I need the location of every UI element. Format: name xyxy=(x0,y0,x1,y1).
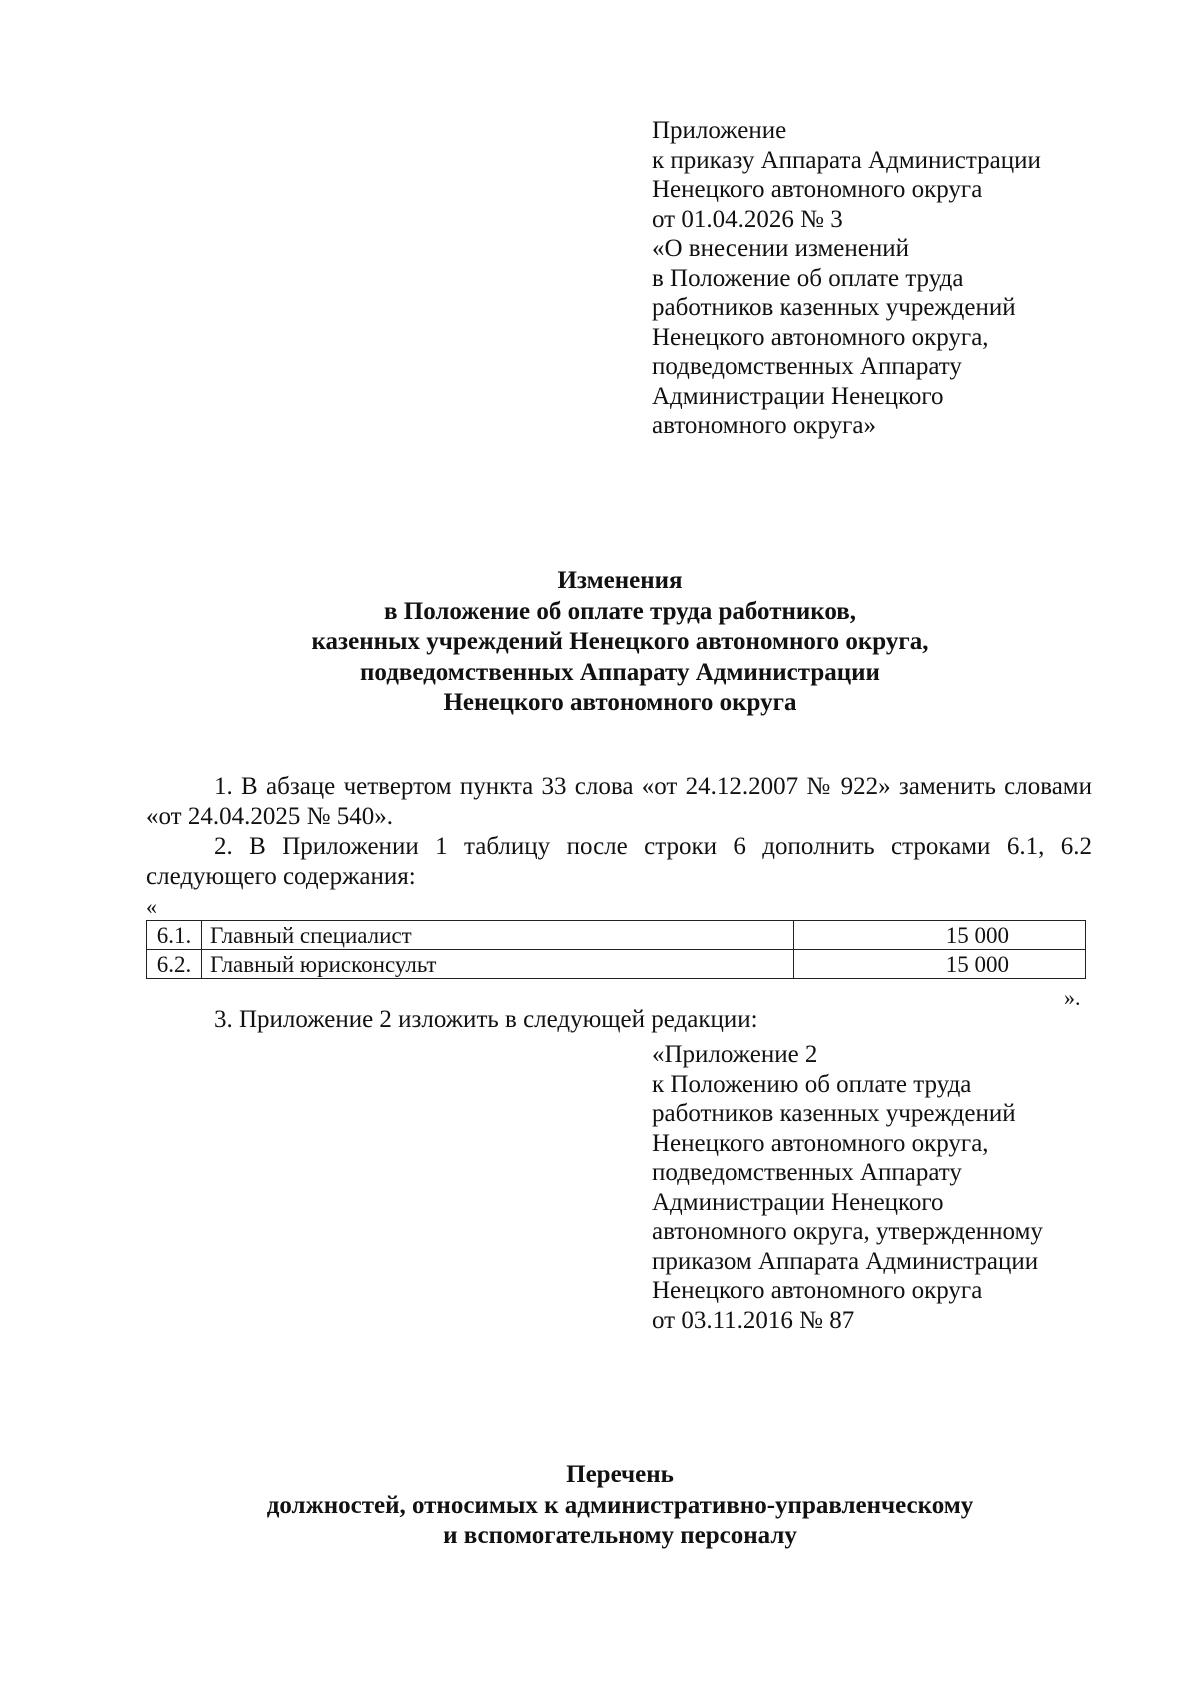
heading-line: в Положение об оплате труда работников, xyxy=(384,597,856,625)
appendix-line: к Положению об оплате труда xyxy=(652,1070,972,1098)
position-value: 15 000 xyxy=(794,950,1086,979)
table-close-quote: ». xyxy=(1064,985,1081,1010)
heading-line: Ненецкого автономного округа xyxy=(443,689,797,716)
heading-line: и вспомогательному персоналу xyxy=(443,1522,797,1549)
table-row xyxy=(147,921,1086,950)
appendix-line: Приложение xyxy=(652,117,787,144)
row-number: 6.1. xyxy=(147,921,202,950)
appendix-line: приказом Аппарата Администрации xyxy=(652,1247,1039,1275)
change-item-1 xyxy=(146,772,1092,831)
appendix-line: «Приложение 2 xyxy=(652,1041,818,1068)
appendix-two-block xyxy=(652,1040,1172,1335)
appendix-line: к приказу Аппарата Администрации xyxy=(652,146,1041,174)
change-item-text: 2. В Приложении 1 таблицу после строки 6 дополнить строками 6.1, 6.2 следующего содержания: xyxy=(146,833,1092,890)
table-row xyxy=(147,950,1086,979)
position-value: 15 000 xyxy=(794,921,1086,950)
appendix-line: Администрации Ненецкого xyxy=(652,382,944,410)
appendix-line: автономного округа, утвержденному xyxy=(652,1218,1043,1245)
appendix-line: Администрации Ненецкого xyxy=(652,1188,944,1216)
appendix-line: работников казенных учреждений xyxy=(652,1100,1016,1127)
heading-line: должностей, относимых к административно-управленческому xyxy=(266,1491,974,1519)
appendix-line: Ненецкого автономного округа, xyxy=(652,1129,989,1157)
change-item-text: 1. В абзаце четвертом пункта 33 слова «от 24.12.2007 № 922» заменить словами «от 24.04.2025 № 540». xyxy=(146,773,1092,830)
appendix-line: от 01.04.2026 № 3 xyxy=(652,205,843,233)
appendix-line: «О внесении изменений xyxy=(652,235,910,262)
position-name: Главный юрисконсульт xyxy=(202,950,794,979)
heading-line: казенных учреждений Ненецкого автономного округа, xyxy=(311,628,929,655)
list-heading xyxy=(0,1460,1200,1552)
appendix-line: автономного округа» xyxy=(652,412,877,439)
changes-heading xyxy=(0,566,1200,719)
appendix-line: Ненецкого автономного округа, xyxy=(652,323,989,351)
row-number: 6.2. xyxy=(147,950,202,979)
appendix-line: в Положение об оплате труда xyxy=(652,264,964,292)
appendix-line: от 03.11.2016 № 87 xyxy=(652,1306,855,1334)
heading-line: Перечень xyxy=(566,1461,674,1488)
appendix-line: Ненецкого автономного округа xyxy=(652,1277,983,1304)
table-open-quote: « xyxy=(146,894,157,919)
appendix-line: подведомственных Аппарату xyxy=(652,353,962,380)
change-item-2 xyxy=(146,832,1092,891)
change-item-3: 3. Приложение 2 изложить в следующей редакции: xyxy=(214,1006,758,1033)
appendix-line: подведомственных Аппарату xyxy=(652,1159,962,1186)
heading-line: Изменения xyxy=(557,567,683,594)
heading-line: подведомственных Аппарату Администрации xyxy=(360,658,880,686)
appendix-header-block xyxy=(652,116,1172,441)
position-name: Главный специалист xyxy=(202,921,794,950)
appendix-line: работников казенных учреждений xyxy=(652,294,1016,321)
rates-table xyxy=(146,920,1086,979)
appendix-line: Ненецкого автономного округа xyxy=(652,176,983,203)
